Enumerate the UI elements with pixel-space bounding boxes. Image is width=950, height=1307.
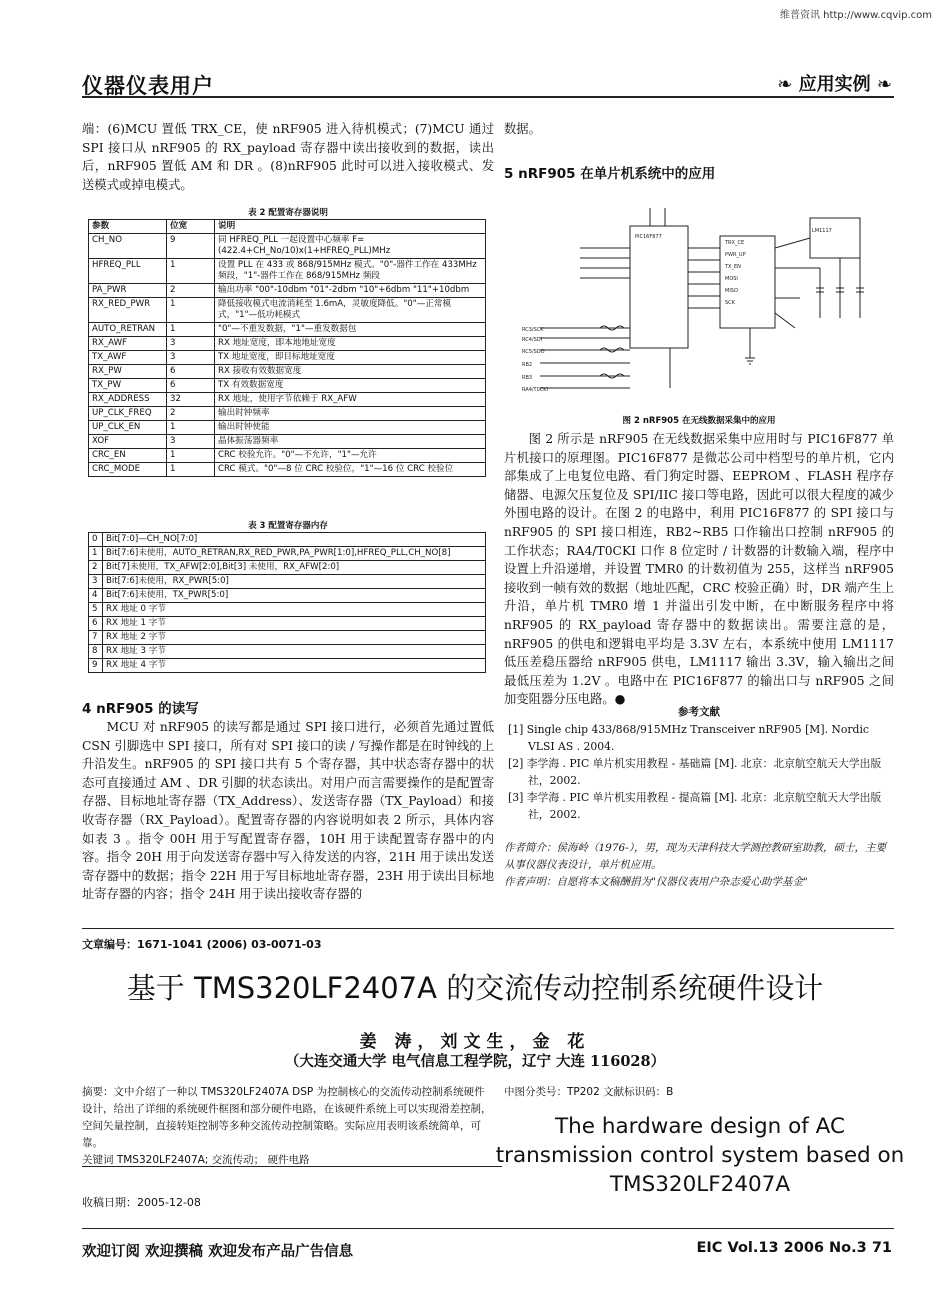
section-4-body [82,718,494,904]
footer-slogan: 欢迎订阅 欢迎撰稿 欢迎发布产品广告信息 [82,1244,354,1260]
footer-page: 71 [871,1240,892,1256]
table-cell: "0"—不重发数据，"1"—重发数据包 [215,323,486,337]
section-5-title: 5 nRF905 在单片机系统中的应用 [504,166,716,182]
references-list [508,721,890,823]
table-cell: 同 HFREQ_PLL 一起设置中心频率 F=(422.4+CH_No/10)x(1+HFREQ_PLL)MHz [215,234,486,259]
table-cell: 输出时钟频率 [215,407,486,421]
table-cell: 1 [167,449,215,463]
circuit-schematic-figure [520,188,880,410]
right-continuation [504,120,894,139]
ornament-icon: ❧ [870,74,892,95]
abstract-rule [82,1166,502,1167]
footer-volume: Vol.13 [727,1240,779,1256]
table-cell: Bit[7:6]未使用，AUTO_RETRAN,RX_RED_PWR,PA_PWR[1:0],HFREQ_PLL,CH_NO[8] [103,547,486,561]
intro-text: 端：(6)MCU 置低 TRX_CE，使 nRF905 进入待机模式；(7)MCU 通过 SPI 接口从 nRF905 的 RX_payload 寄存器中读出接收到的数据，读出后，nRF905 置低 AM 和 DR 。(8)nRF905 此时可以进入接收模式、发送模式或掉电模式。 [82,122,494,192]
table-cell: RX_PW [89,365,167,379]
table-row [89,463,486,477]
pic16f877-chip [630,226,688,348]
article-authors: 姜 涛，刘文生，金 花 [359,1032,591,1052]
footer-journal: EIC [696,1240,723,1256]
table-row [89,421,486,435]
table-row [89,603,486,617]
table-cell: 0 [89,533,103,547]
table-cell: RX 地址，使用字节依赖于 RX_AFW [215,393,486,407]
table-cell: 晶体振荡器频率 [215,435,486,449]
table-cell: RX 地址 0 字节 [103,603,486,617]
reference-item: [2] 李学海 . PIC 单片机实用教程 - 基础篇 [M]. 北京：北京航空航天大学出版社，2002. [508,757,882,787]
table-cell: UP_CLK_EN [89,421,167,435]
table-row [89,645,486,659]
article-number: 文章编号：1671-1041 (2006) 03-0071-03 [82,938,322,951]
table-cell: 6 [89,617,103,631]
abstract-block [82,1084,494,1169]
table-header-cell: 位宽 [167,220,215,234]
svg-text:MISO: MISO [725,288,738,294]
table-row [89,589,486,603]
table-cell: 输出时钟使能 [215,421,486,435]
register-memory-table [88,532,486,673]
table-cell: 1 [167,421,215,435]
table-cell: RX 地址 4 字节 [103,659,486,673]
table-cell: CRC 模式。"0"—8 位 CRC 校验位，"1"—16 位 CRC 校验位 [215,463,486,477]
table-row [89,575,486,589]
table-cell: 3 [167,351,215,365]
table-cell: 6 [167,365,215,379]
svg-text:RB3: RB3 [522,375,533,381]
section-header-label: 应用实例 [798,74,871,95]
section-header [777,70,892,96]
article-separator [82,928,894,929]
table-cell: 2 [167,284,215,298]
table-cell: CRC_EN [89,449,167,463]
section-4-text: MCU 对 nRF905 的读写都是通过 SPI 接口进行，必须首先通过置低 CSN 引脚选中 SPI 接口，所有对 SPI 接口的读 / 写操作都是在时钟线的上升沿发生。nRF905 的 SPI 接口共有 5 个寄存器，其中状态寄存器中的状态可直接通过 AM 、DR 引脚的状态读出。对用户而言需要操作的是配置寄存器、目标地址寄存器（TX_Address）、发送寄存器（TX_Payload）和接收寄存器（RX_Payload）。配置寄存器的内容说明如表 2 所示，具体内容如表 3 。指令 00H 用于写配置寄存器，10H 用于读配置寄存器中的内容。指令 20H 用于向发送寄存器中写入待发送的内容，21H 用于读出发送寄存器中的数据；指令 22H 用于写目标地址寄存器，23H 用于读出目标地址寄存器的内容；指令 24H 用于读出接收寄存器的 [82,720,494,902]
footer-rule [82,1228,894,1229]
table-cell: 8 [89,645,103,659]
table-cell: PA_PWR [89,284,167,298]
table-cell: 1 [167,323,215,337]
table-row [89,284,486,298]
table-row [89,323,486,337]
table-cell: 5 [89,603,103,617]
table-cell: XOF [89,435,167,449]
table-row [89,547,486,561]
table-header-cell: 说明 [215,220,486,234]
table-row [89,407,486,421]
table-cell: CRC_MODE [89,463,167,477]
table-cell: 降低接收模式电流消耗至 1.6mA，灵敏度降低。"0"—正常模式，"1"—低功耗模式 [215,298,486,323]
table-row [89,259,486,284]
english-title: The hardware design of AC transmission control system based on TMS320LF2407A [495,1114,905,1197]
table-row [89,659,486,673]
section-5-text: 图 2 所示是 nRF905 在无线数据采集中应用时与 PIC16F877 单片机接口的原理图。PIC16F877 是微芯公司中档型号的单片机，它内部集成了上电复位电路、看门狗定时器、EEPROM 、FLASH 程序存储器、电源欠压复位及 SPI/IIC 接口等电路，因此可以很大程度的减少外围电路的设计。在图 2 的电路中，利用 PIC16F877 的 SPI 接口与 nRF905 的 SPI 接口相连，RB2~RB5 口作输出口控制 nRF905 的工作状态；RA4/T0CKI 口作 8 位定时 / 计数器的计数输入端，程序中设置上升沿递增，并设置 TMR0 的计数初值为 255，这样当 nRF905 接收到一帧有效的数据（地址匹配，CRC 校验正确）时，DR 端产生上升沿，单片机 TMR0 增 1 并溢出引发中断，在中断服务程序中将 nRF905 的 RX_payload 寄存器中的数据读出。需要注意的是，nRF905 的供电和逻辑电平均是 3.3V 左右，本系统中使用 LM1117 低压差稳压器给 nRF905 供电，LM1117 输出 3.3V，输入输出之间最低压差为 1.2V 。电路中在 PIC16F877 的输出口与 nRF905 之间加变阻器分压电路。● [504,432,894,707]
table-cell: 1 [167,463,215,477]
table3-caption: 表 3 配置寄存器内存 [248,521,328,531]
table-cell: 3 [167,337,215,351]
table-cell: TX_AWF [89,351,167,365]
svg-text:LM1117: LM1117 [812,228,832,234]
watermark: 维普资讯 http://www.cqvip.com [779,10,932,21]
table-row [89,631,486,645]
table-cell: CH_NO [89,234,167,259]
table-cell: RX_ADDRESS [89,393,167,407]
table-cell: RX_RED_PWR [89,298,167,323]
table-cell: UP_CLK_FREQ [89,407,167,421]
table-row [89,435,486,449]
references-title: 参考文献 [678,706,720,718]
svg-text:TRX_CE: TRX_CE [725,240,745,246]
table-cell: RX 地址 1 字节 [103,617,486,631]
received-date: 收稿日期：2005-12-08 [82,1196,201,1209]
svg-text:RC3/SCK: RC3/SCK [522,327,544,333]
table-cell: 1 [167,298,215,323]
ornament-icon: ❧ [777,74,799,95]
table-row [89,617,486,631]
table-cell: 输出功率 "00"-10dbm "01"-2dbm "10"+6dbm "11"+10dbm [215,284,486,298]
table-row [89,561,486,575]
classification: 中图分类号：TP202 文献标识码：B [504,1086,674,1098]
table-cell: Bit[7:6]未使用，RX_PWR[5:0] [103,575,486,589]
table-cell: 2 [89,561,103,575]
table-cell: RX_AWF [89,337,167,351]
lm1117-regulator [810,218,860,258]
svg-text:SCK: SCK [725,300,735,306]
table-row [89,379,486,393]
reference-item: [3] 李学海 . PIC 单片机实用教程 - 提高篇 [M]. 北京：北京航空航天大学出版社，2002. [508,791,882,821]
footer-year-issue: 2006 No.3 [783,1240,867,1256]
svg-text:RA4/T0CKI: RA4/T0CKI [522,387,549,393]
svg-text:RB2: RB2 [522,362,533,368]
author-bio [504,840,894,891]
table-cell: 2 [167,407,215,421]
table2-caption: 表 2 配置寄存器说明 [248,208,328,218]
table-cell: HFREQ_PLL [89,259,167,284]
table-cell: 3 [89,575,103,589]
author-note: 作者简介：侯海岭（1976-），男，现为天津科技大学测控教研室助教，硕士，主要从事仪器仪表设计，单片机应用。 [504,842,887,871]
table-cell: CRC 校验允许。"0"—不允许，"1"—允许 [215,449,486,463]
table-header-cell: 参数 [89,220,167,234]
continuation-text: 数据。 [504,122,541,136]
table-row [89,351,486,365]
table-header-row [89,220,486,234]
table-cell: Bit[7:0]—CH_NO[7:0] [103,533,486,547]
table-cell: RX 地址 2 字节 [103,631,486,645]
table-cell: 32 [167,393,215,407]
table-row [89,298,486,323]
table-cell: RX 地址 3 字节 [103,645,486,659]
table-cell: 6 [167,379,215,393]
article-title: 基于 TMS320LF2407A 的交流传动控制系统硬件设计 [126,971,824,1005]
table-cell: 3 [167,435,215,449]
nrf905-chip [720,236,775,328]
table-cell: AUTO_RETRAN [89,323,167,337]
reference-item: [1] Single chip 433/868/915MHz Transceiver nRF905 [M]. Nordic VLSI AS . 2004. [508,723,869,753]
table-cell: TX_PW [89,379,167,393]
svg-text:RC5/SDO: RC5/SDO [522,349,545,355]
table-row [89,533,486,547]
abstract-text: 摘要：文中介绍了一种以 TMS320LF2407A DSP 为控制核心的交流传动控制系统硬件设计，给出了详细的系统硬件框图和部分硬件电路，在该硬件系统上可以实现滑差控制，空间矢量控制，直接转矩控制等多种交流传动控制策略。实际应用表明该系统简单，可靠。 [82,1086,492,1149]
table-row [89,393,486,407]
table-cell: Bit[7]未使用，TX_AFW[2:0],Bit[3] 未使用，RX_AFW[2:0] [103,561,486,575]
table-cell: RX 地址宽度，即本地地址宽度 [215,337,486,351]
svg-text:RC4/SDI: RC4/SDI [522,337,543,343]
table-cell: TX 地址宽度，即目标地址宽度 [215,351,486,365]
table-row [89,449,486,463]
table-cell: 设置 PLL 在 433 或 868/915MHz 模式。"0"-器件工作在 433MHz 频段，"1"-器件工作在 868/915MHz 频段 [215,259,486,284]
table-cell: 1 [89,547,103,561]
section-5-body [504,430,894,709]
table-cell: 9 [167,234,215,259]
table-row [89,365,486,379]
author-statement: 作者声明：自愿将本文稿酬捐为"仪器仪表用户杂志爱心助学基金" [504,876,808,888]
footer-issue [697,1240,893,1256]
table-row [89,234,486,259]
article-affiliation: （大连交通大学 电气信息工程学院，辽宁 大连 116028） [284,1053,666,1070]
left-intro-paragraph [82,120,494,194]
svg-text:MOSI: MOSI [725,276,738,282]
section-4-title: 4 nRF905 的读写 [82,701,199,717]
table-row [89,337,486,351]
table-cell: 1 [167,259,215,284]
table-cell: RX 接收有效数据宽度 [215,365,486,379]
header-rule [82,96,894,98]
svg-text:PIC16F877: PIC16F877 [635,234,662,240]
journal-header: 仪器仪表用户 [82,74,214,98]
table-cell: 9 [89,659,103,673]
table-cell: Bit[7:6]未使用，TX_PWR[5:0] [103,589,486,603]
svg-text:PWR_UP: PWR_UP [725,252,746,258]
svg-text:TX_EN: TX_EN [725,264,741,270]
table-cell: TX 有效数据宽度 [215,379,486,393]
table-cell: 7 [89,631,103,645]
figure-2-caption: 图 2 nRF905 在无线数据采集中的应用 [622,416,776,426]
keywords-text: 关键词 TMS320LF2407A; 交流传动； 硬件电路 [82,1154,310,1166]
config-register-table [88,219,486,477]
table-cell: 4 [89,589,103,603]
